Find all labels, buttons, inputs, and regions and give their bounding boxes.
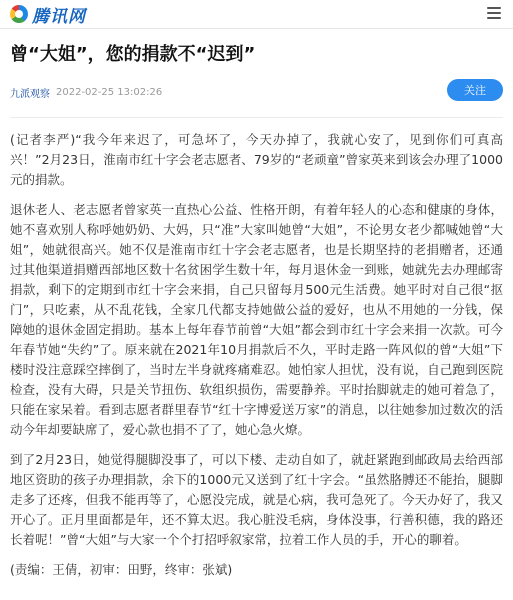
- article-meta: [10, 81, 503, 103]
- paragraph-1: (记者李严)“我今年来迟了，可急坏了，今天办掉了，我就心安了，见到你们可真高兴！”2月23日，淮南市红十字会老志愿者、79岁的“老顽童”曾家英来到该会办理了1000元的捐款。: [10, 132, 503, 187]
- top-bar: [0, 0, 513, 29]
- article-source[interactable]: 九派观察: [10, 88, 50, 100]
- editor-credits: (责编：王倩，初审：田野，终审：张斌): [10, 562, 233, 577]
- divider: [10, 117, 503, 118]
- article-body: [10, 130, 503, 580]
- logo-text: 腾讯网: [32, 6, 86, 27]
- tencent-logo[interactable]: [10, 2, 86, 27]
- tencent-logo-icon: [10, 5, 28, 23]
- follow-button[interactable]: 关注: [447, 79, 503, 101]
- article-title: 曾“大姐”，您的捐款不“迟到”: [10, 44, 256, 65]
- menu-icon[interactable]: [487, 7, 501, 19]
- menu-icon-line: [487, 17, 501, 19]
- menu-icon-line: [487, 12, 501, 14]
- article-time: 2022-02-25 13:02:26: [56, 86, 163, 98]
- paragraph-2: 退休老人、老志愿者曾家英一直热心公益、性格开朗，有着年轻人的心态和健康的身体，她不喜欢别人称呼她奶奶、大妈，只“准”大家叫她曾“大姐”，不论男女老少都喊她曾“大姐”，她就很高兴。她不仅是淮南市红十字会老志愿者，也是长期坚持的老捐赠者，还通过其他渠道捐赠西部地区数十名贫困学生数十年，每月退休金一到账，她就先去办理邮寄捐款，剩下的定期到市红十字会来捐，自己只留每月500元生活费。她平时对自己很“抠门”，只吃素，从不乱花钱，全家几代都支持她做公益的爱好，也从不用她的一分钱，保障她的退休金固定捐助。基本上每年春节前曾“大姐”都会到市红十字会来捐一次款。可今年春节她“失约”了。原来就在2021年10月捐款后不久，平时走路一阵风似的曾“大姐”下楼时没注意踩空摔倒了，当时左半身就疼痛难忍。她怕家人担忧，没有说，自己跑到医院检查，没有大碍，只是关节扭伤、软组织损伤，需要静养。平时抬脚就走的她可着急了，只能在家呆着。看到志愿者群里春节“红十字博爱送万家”的消息，以往她参加过数次的活动今年却要缺席了，爱心款也捐不了了，她心急火燎。: [10, 202, 503, 437]
- paragraph-3: 到了2月23日，她觉得腿脚没事了，可以下楼、走动自如了，就赶紧跑到邮政局去给西部地区资助的孩子办理捐款，余下的1000元又送到了红十字会。“虽然胳膊还不能抬，腿脚走多了还疼，但我不能再等了，心愿没完成，就是心病，我可急死了。今天办好了，我又开心了。正月里面都是年，还不算太迟。我心脏没毛病，身体没事，行善积德，我的路还长着呢！”曾“大姐”与大家一个个打招呼叙家常，拉着工作人员的手，开心的聊着。: [10, 452, 503, 547]
- menu-icon-line: [487, 7, 501, 9]
